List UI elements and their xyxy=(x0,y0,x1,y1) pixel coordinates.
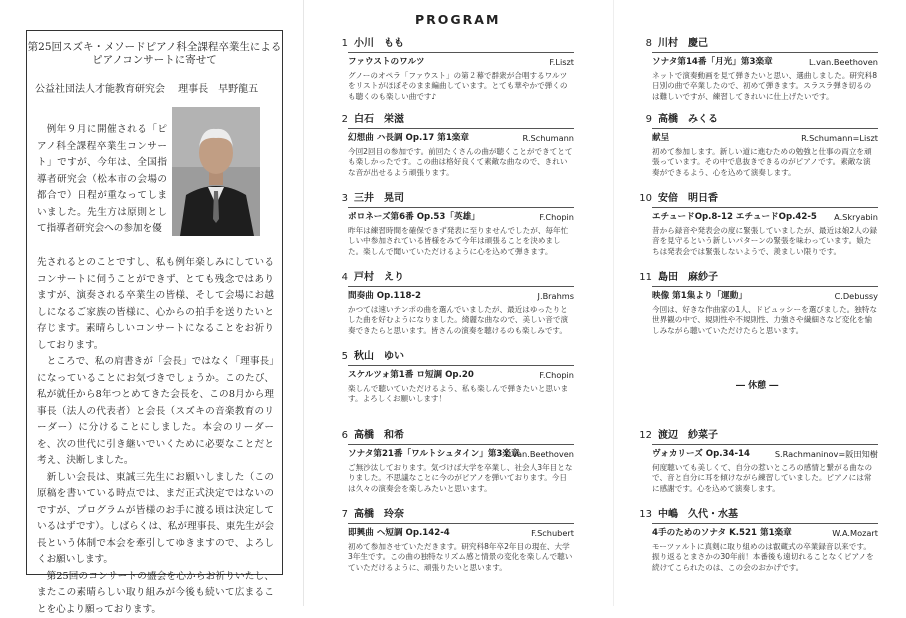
composer: F.Liszt xyxy=(549,56,574,68)
entry-number: 4 xyxy=(334,270,348,286)
piece-title: 即興曲 ヘ短調 Op.142-4 xyxy=(348,528,450,538)
piece-title: 間奏曲 Op.118-2 xyxy=(348,291,421,301)
program-entry xyxy=(638,191,878,257)
piece-title: 4手のためのソナタ K.521 第1楽章 xyxy=(652,528,792,538)
program-entry xyxy=(334,270,574,336)
performer-name: 白石 栄滋 xyxy=(354,114,404,125)
entry-divider xyxy=(348,286,574,287)
performer-comment: 何度聴いても美しくて、自分の惹いところの感情と繋がる曲なので、音と自分に耳を傾けながら練習していました。ピアノには常に感謝です。心を込めて演奏します。 xyxy=(652,463,878,494)
performer-comment: 初めて参加します。新しい道に進むための勉強と仕事の両立を頑張っています。その中で息抜きできるのがピアノです。素敵な演奏ができるよう、心を込めて演奏します。 xyxy=(652,147,878,178)
performer-name: 中嶋 久代・水基 xyxy=(658,509,738,520)
entry-divider xyxy=(652,444,878,445)
program-title: PROGRAM xyxy=(415,12,500,27)
composer: R.Schumann=Liszt xyxy=(801,132,878,144)
program-entry xyxy=(334,112,574,178)
composer: C.Debussy xyxy=(835,290,878,302)
greeting-paragraph: 新しい会長は、東誠三先生にお願いしました（この原稿を書いている時点では、まだ正式決定ではないのですが、プログラムが皆様のお手に渡る頃は決定しているはずです）。しばらくは、私が理事長、東先生が会長という体制で本会を牽引してゆきますので、よろしくお願いします。 xyxy=(37,470,274,569)
entry-divider xyxy=(652,286,878,287)
entry-divider xyxy=(348,523,574,524)
entry-divider xyxy=(348,207,574,208)
performer-comment: 昔から録音や発表会の度に緊張していましたが、最近は娘2人の録音を見守るという新しいパターンの緊張を味わっています。娘たちは発表会では緊張しないようで、羨ましい限りです。 xyxy=(652,226,878,257)
entry-divider xyxy=(652,128,878,129)
composer: A.Skryabin xyxy=(834,211,878,223)
program-entry xyxy=(334,36,574,102)
performer-comment: グノーのオペラ「ファウスト」の第２幕で群衆が合唱するワルツをリストがほぼそのまま編曲しています。とても華やかで弾くのも聴くのも楽しい曲です♪ xyxy=(348,71,574,102)
greeting-paragraph: ところで、私の肩書きが「会長」ではなく「理事長」になっていることにお気づきでしょうか。このたび、私が就任から8年つとめてきた会長を、この8月から理事長（法人の代表者）と会長（スズキの音楽教育のリーダー）に分けることにしました。本会のリーダーを、次の世代に引き継いでいくために必要なことだと考え、決断しました。 xyxy=(37,354,274,470)
composer: R.Schumann xyxy=(523,132,574,144)
piece-title: ポロネーズ第6番 Op.53「英雄」 xyxy=(348,212,480,222)
program-entry xyxy=(334,507,574,573)
performer-name: 戸村 えり xyxy=(354,272,404,283)
performer-comment: モーツァルトに真剣に取り組めのは叡蔵式の卒業録音以来です。振り返るとまさかの30年前！本番後も遠切れることなくピアノを続けてこられたのは、この会のおかげです。 xyxy=(652,542,878,573)
performer-name: 高橋 和希 xyxy=(354,430,404,441)
entry-divider xyxy=(348,444,574,445)
greeting-panel xyxy=(26,30,283,575)
piece-title: スケルツォ第1番 ロ短調 Op.20 xyxy=(348,370,474,380)
program-entry xyxy=(638,112,878,178)
greeting-title-line: ピアノコンサートに寄せて xyxy=(27,54,282,67)
greeting-body xyxy=(37,255,274,618)
greeting-title-line: 第25回スズキ・メソードピアノ科全課程卒業生による xyxy=(27,41,282,54)
entry-number: 12 xyxy=(638,428,652,444)
performer-comment: 初めて参加させていただきます。研究科8年卒2年目の現在、大学3年生です。この曲の独特なリズム感と情景の変化を楽しんで聴いていただけるように、頑張りたいと思います。 xyxy=(348,542,574,573)
fold-line xyxy=(303,0,304,606)
portrait-image xyxy=(172,107,260,236)
greeting-paragraph: 第25回のコンサートの盛会を心からお祈りいたし、またこの素晴らしい取り組みが今後も続いて広まることを心より願っております。 xyxy=(37,569,274,618)
entry-number: 5 xyxy=(334,349,348,365)
performer-comment: ご無沙汰しております。気づけば大学を卒業し、社会人3年目となりました。不思議なことに今のがピアノを弾いております。今日は久々の演奏会を楽しみたいと思います。 xyxy=(348,463,574,494)
entry-number: 3 xyxy=(334,191,348,207)
performer-name: 小川 もも xyxy=(354,38,404,49)
composer: J.Brahms xyxy=(538,290,574,302)
program-entry xyxy=(638,36,878,102)
composer: F.Chopin xyxy=(539,211,574,223)
entry-divider xyxy=(348,128,574,129)
entry-number: 13 xyxy=(638,507,652,523)
performer-name: 秋山 ゆい xyxy=(354,351,404,362)
entry-number: 9 xyxy=(638,112,652,128)
composer: F.Chopin xyxy=(539,369,574,381)
performer-comment: 今回は、好きな作曲家の1人、ドビュッシーを選びました。独特な世界観の中で、規則性や不規則性、力強さや繊細さなど変化を愉しみながら聴いていただけたらと思います。 xyxy=(652,305,878,336)
piece-title: ヴォカリーズ Op.34-14 xyxy=(652,449,750,459)
performer-name: 高橋 玲奈 xyxy=(354,509,404,520)
program-entry xyxy=(638,270,878,336)
entry-number: 6 xyxy=(334,428,348,444)
fold-line xyxy=(613,0,614,606)
performer-comment: かつては速いテンポの曲を選んでいましたが、最近はゆったりとした曲を好むようになりました。綺麗な曲なので、美しい音で演奏できたらと思います。皆さんの演奏を聴けるのも楽しみです。 xyxy=(348,305,574,336)
piece-title: ファウストのワルツ xyxy=(348,57,425,67)
program-entry xyxy=(334,349,574,405)
program-entry xyxy=(638,507,878,573)
entry-divider xyxy=(652,207,878,208)
performer-name: 渡辺 紗菜子 xyxy=(658,430,718,441)
piece-title: エチュードOp.8-12 エチュードOp.42-5 xyxy=(652,212,817,222)
greeting-paragraph: 先されるとのことですし、私も例年楽しみにしているコンサートに伺うことができず、とても残念ではありますが、演奏される卒業生の皆様、そして会場にお越しになるご家族の皆様に、心からの拍手を送りたいと存じます。素晴らしいコンサートになることをお祈りしております。 xyxy=(37,255,274,354)
performer-name: 川村 慶己 xyxy=(658,38,708,49)
entry-number: 10 xyxy=(638,191,652,207)
entry-divider xyxy=(652,52,878,53)
performer-name: 島田 麻紗子 xyxy=(658,272,718,283)
entry-number: 1 xyxy=(334,36,348,52)
piece-title: 献呈 xyxy=(652,133,669,143)
greeting-paragraph: 例年９月に開催される「ピアノ科全課程卒業生コンサート」ですが、今年は、全国指導者研究会（松本市の会場の都合で）日程が重なってしまいました。先生方は原則として指導者研究会への参加を優 xyxy=(37,122,167,238)
entry-divider xyxy=(652,523,878,524)
composer: W.A.Mozart xyxy=(832,527,878,539)
greeting-intro xyxy=(37,122,167,238)
greeting-title xyxy=(27,41,282,67)
entry-divider xyxy=(348,365,574,366)
program-entry xyxy=(334,191,574,257)
performer-comment: 楽しんで聴いていただけるよう、私も楽しんで弾きたいと思います。よろしくお願いします！ xyxy=(348,384,574,405)
performer-name: 三井 晃司 xyxy=(354,193,404,204)
program-entry xyxy=(334,428,574,494)
performer-comment: 今回2回目の参加です。前回たくさんの曲が聴くことができてとても楽しかったです。この曲は格好良くて素敵な曲なので、きれいな音が出せるよう頑張ります。 xyxy=(348,147,574,178)
piece-title: ソナタ第14番「月光」第3楽章 xyxy=(652,57,773,67)
piece-title: 幻想曲 ハ長調 Op.17 第1楽章 xyxy=(348,133,469,143)
entry-divider xyxy=(348,52,574,53)
piece-title: 映像 第1集より「運動」 xyxy=(652,291,747,301)
greeting-author: 公益社団法人才能教育研究会 理事長 早野龍五 xyxy=(35,80,275,95)
performer-name: 高橋 みくる xyxy=(658,114,718,125)
entry-number: 8 xyxy=(638,36,652,52)
performer-name: 安倍 明日香 xyxy=(658,193,718,204)
composer: F.Schubert xyxy=(531,527,574,539)
composer: L.van.Beethoven xyxy=(505,448,574,460)
performer-comment: 昨年は練習時間を確保できず発表に至りませんでしたが、毎年忙しい中参加されている皆様をみて今年は頑張ることを決めました。楽しんで聞いていただけるように心を込めて弾きます。 xyxy=(348,226,574,257)
piece-title: ソナタ第21番「ワルトシュタイン」第3楽章 xyxy=(348,449,520,459)
composer: S.Rachmaninov=阪田知樹 xyxy=(775,448,878,460)
entry-number: 7 xyxy=(334,507,348,523)
entry-number: 2 xyxy=(334,112,348,128)
composer: L.van.Beethoven xyxy=(809,56,878,68)
performer-comment: ネットで演奏動画を見て弾きたいと思い、選曲しました。研究科8日別の曲で卒業したので、初めて弾きます。スラスラ弾き切るのは難しいですが、練習してきれいに仕上げたいです。 xyxy=(652,71,878,102)
author-photo xyxy=(172,107,260,236)
intermission-label: ― 休憩 ― xyxy=(736,378,778,391)
entry-number: 11 xyxy=(638,270,652,286)
program-entry xyxy=(638,428,878,494)
